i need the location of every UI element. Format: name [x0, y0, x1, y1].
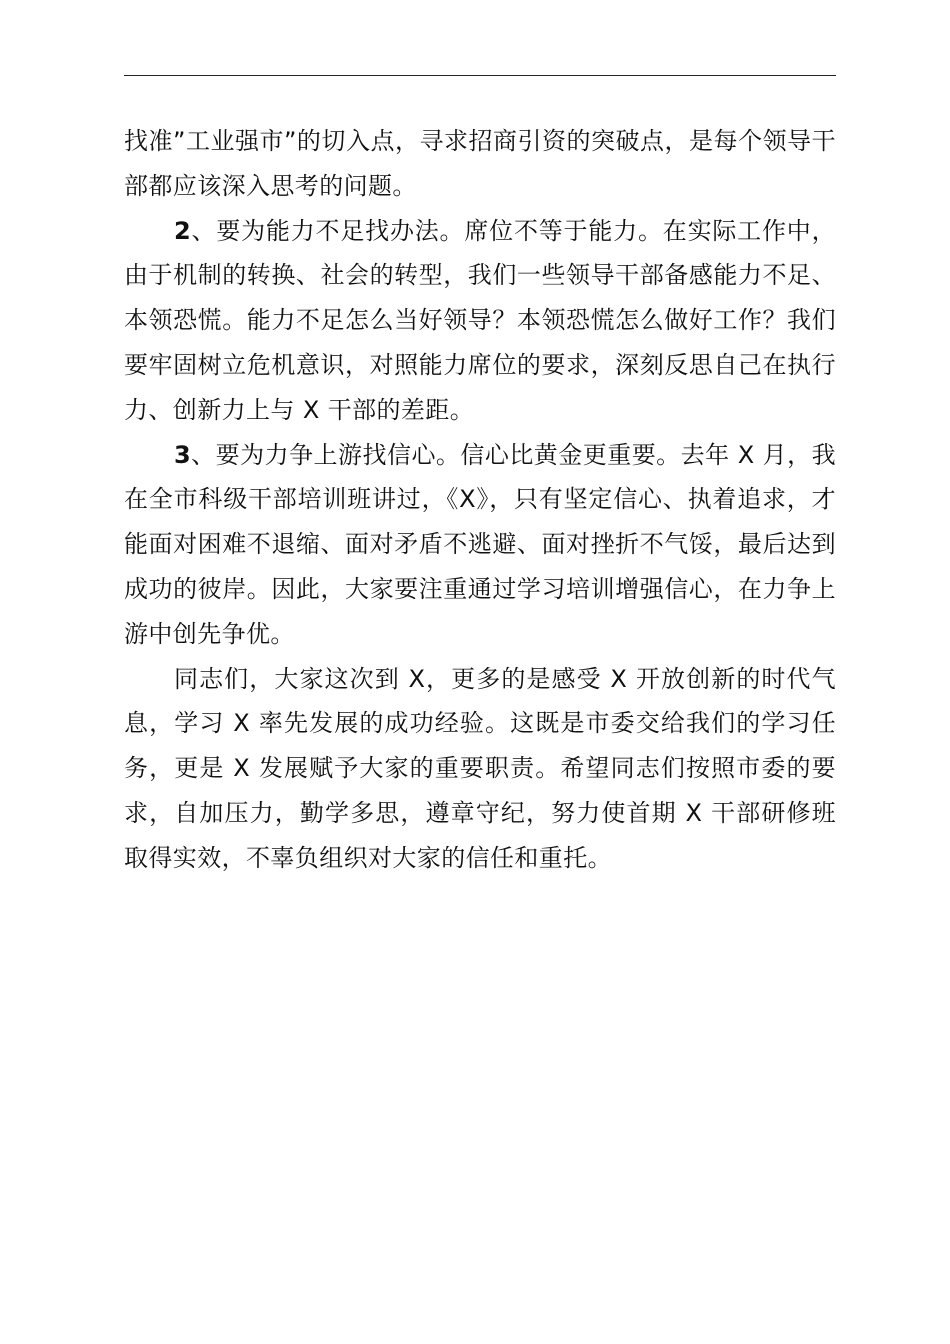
- paragraph-point-3: [124, 433, 836, 657]
- paragraph-point-2: [124, 209, 836, 433]
- point-number: 2: [174, 216, 192, 245]
- point-number: 3: [174, 440, 192, 469]
- header-rule: [124, 75, 836, 76]
- paragraph-text: 、要为能力不足找办法。席位不等于能力。在实际工作中，由于机制的转换、社会的转型，我们一些领导干部备感能力不足、本领恐慌。能力不足怎么当好领导？本领恐慌怎么做好工作？我们要牢固树立危机意识，对照能力席位的要求，深刻反思自己在执行力、创新力上与 X 干部的差距。: [124, 216, 836, 424]
- document-body: [124, 119, 836, 881]
- paragraph-closing: 同志们，大家这次到 X，更多的是感受 X 开放创新的时代气息，学习 X 率先发展的成功经验。这既是市委交给我们的学习任务，更是 X 发展赋予大家的重要职责。希望同志们按照市委的要求，自加压力，勤学多思，遵章守纪，努力使首期 X 干部研修班取得实效，不辜负组织对大家的信任和重托。: [124, 664, 836, 872]
- paragraph-text: 、要为力争上游找信心。信心比黄金更重要。去年 X 月，我在全市科级干部培训班讲过，《X》，只有坚定信心、执着追求，才能面对困难不退缩、面对矛盾不逃避、面对挫折不气馁，最后达到成功的彼岸。因此，大家要注重通过学习培训增强信心，在力争上游中创先争优。: [124, 440, 836, 648]
- paragraph-continuation: 找准”工业强市”的切入点，寻求招商引资的突破点，是每个领导干部都应该深入思考的问题。: [124, 127, 836, 200]
